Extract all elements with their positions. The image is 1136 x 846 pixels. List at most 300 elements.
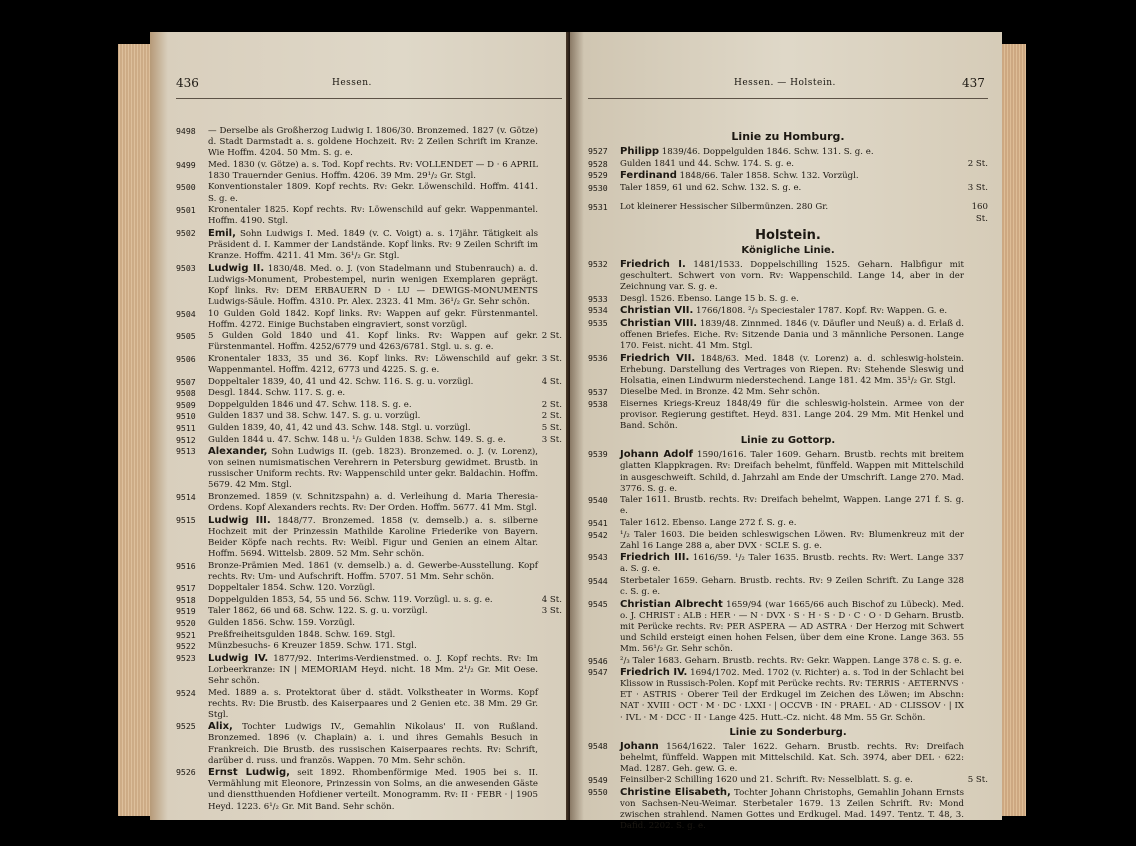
lot-description — [620, 170, 964, 182]
lot-description — [208, 606, 538, 617]
lot-text: 1848/77. Bronzemed. 1858 (v. demselb.) a. s. silberne Hochzeit mit der Prinzessin Mathilde Karoline Friederike von Bayern. Beider Köpfe nach rechts. Rv: Weibl. Figur und Genien an einem Altar. Hoffm. 5694. Wittelsb. 2809. 52 Mm. Sehr schön. — [208, 515, 539, 559]
lot-entry — [588, 259, 988, 293]
lot-text: Sohn Ludwigs II. (geb. 1823). Bronzemed. o. J. (v. Lorenz), von seinen numismatischen Verehrern in Petersburg gewidmet. Brustb. in russischer Uniform rechts. Rv: Wappenschild unter gekr. Baldachin. Hoffm. 5679. 42 Mm. Stgl. — [208, 447, 538, 491]
lot-text: Bronze-Prämien Med. 1861 (v. demselb.) a. d. Gewerbe-Ausstellung. Kopf rechts. Rv: Um- und Aufschrift. Hoffm. 5707. 51 Mm. Sehr schön. — [208, 560, 538, 582]
lot-pieces — [964, 656, 988, 667]
lot-entry — [176, 583, 562, 594]
sonderburg-list — [588, 741, 988, 833]
lot-entry — [176, 595, 562, 606]
lot-text: Tochter Johann Christophs, Gemahlin Johann Ernsts von Sachsen-Neu-Weimar. Sterbetaler 1679. 13 Zeilen Schrift. Rv: Mond zwischen strahlend. Namen Gottes und Erdkugel. Mad. 1497. Tentz. T. 48, 3. Dafid. 2202. S. g. e. — [620, 788, 965, 832]
lot-entry — [176, 721, 562, 766]
ruler-name: Ludwig II. — [208, 262, 265, 274]
lot-description — [620, 259, 964, 293]
ruler-name: Alexander, — [208, 446, 268, 458]
lot-pieces: 3 St. — [967, 182, 988, 193]
lot-number: 9538 — [588, 398, 608, 409]
lot-number: 9547 — [588, 667, 608, 678]
lot-text: Doppeltaler 1854. Schw. 120. Vorzügl. — [208, 583, 376, 594]
lot-text: Gulden 1856. Schw. 159. Vorzügl. — [208, 618, 355, 629]
lot-text: Gulden 1837 und 38. Schw. 147. S. g. u. vorzügl. — [208, 411, 421, 422]
lot-text: 1694/1702. Med. 1702 (v. Richter) a. s. Tod in der Schlacht bei Klissow in Russisch-Polen. Kopf mit Perücke rechts. Rv: TERRIS · AETERNVS · ET · ASTRIS · Oberer Teil der Erdkugel im Zeichen des Löwen; im Abschn: NAT · XVIII · OCT · M · DC · LXXI · | OCCVB · IN · PRAEL · AD · CLISSOV · | IX · IVL · M · DCC · II · Lange 425. Hutt.-Cz. nicht. 48 Mm. 55 Gr. Schön. — [620, 668, 964, 723]
lot-text: — Derselbe als Großherzog Ludwig I. 1806/30. Bronzemed. 1827 (v. Götze) d. Stadt Darmstadt a. s. goldene Hochzeit. Rv: 2 Zeilen Schrift im Kranze. Wie Hoffm. 4204. 50 Mm. S. g. e. — [208, 126, 538, 159]
lot-text: Med. 1830 (v. Götze) a. s. Tod. Kopf rechts. Rv: VOLLENDET — D · 6 APRIL 1830 Trauernder Genius. Hoffm. 4206. 39 Mm. 29¹/₂ Gr. Stgl. — [208, 159, 538, 181]
right-column — [588, 126, 988, 833]
lot-number: 9530 — [588, 182, 608, 193]
lot-number: 9540 — [588, 495, 608, 506]
page-number-right: 437 — [962, 76, 985, 90]
ruler-name: Friedrich VII. — [620, 352, 696, 364]
lot-number: 9513 — [176, 446, 196, 457]
lot-pieces — [538, 515, 562, 560]
lot-description — [208, 561, 538, 583]
lot-description — [620, 146, 964, 158]
lot-entry — [588, 495, 988, 517]
lot-pieces — [964, 518, 988, 529]
lot-text: Konventionstaler 1809. Kopf rechts. Rv: Gekr. Löwenschild. Hoffm. 4141. S. g. e. — [208, 182, 538, 204]
lot-text: Lot kleinerer Hessischer Silbermünzen. 280 Gr. — [620, 202, 829, 213]
lot-text: Eisernes Kriegs-Kreuz 1848/49 für die schleswig-holstein. Armee von der provisor. Regierung gestiftet. Heyd. 831. Lange 204. 29 Mm. Mit Henkel und Band. Schön. — [620, 398, 964, 432]
lot-pieces: 5 St. — [967, 775, 988, 786]
lot-number: 9524 — [176, 687, 196, 698]
lot-text: Doppeltaler 1839, 40, 41 und 42. Schw. 116. S. g. u. vorzügl. — [208, 376, 474, 387]
lot-description — [620, 449, 964, 494]
lot-text: ¹/₂ Taler 1603. Die beiden schleswigschen Löwen. Rv: Blumenkreuz mit der Zahl 16 Lange 288 a, aber DVX · SCLE S. g. e. — [620, 529, 964, 551]
lot-text: 1848/66. Taler 1858. Schw. 132. Vorzügl. — [679, 171, 859, 182]
lot-pieces: 2 St. — [967, 158, 988, 169]
lot-pieces — [964, 399, 988, 432]
lot-text: 1839/46. Doppelgulden 1846. Schw. 131. S. g. e. — [661, 147, 874, 158]
lot-description — [620, 667, 964, 723]
gottorp-list — [588, 449, 988, 723]
lot-entry — [588, 576, 988, 598]
lot-description — [620, 202, 964, 224]
ruler-name: Ernst Ludwig, — [208, 767, 290, 779]
lot-pieces — [964, 387, 988, 398]
left-page — [150, 32, 570, 820]
lot-entry — [588, 318, 988, 352]
lot-description — [208, 688, 538, 721]
lot-number: 9510 — [176, 411, 196, 422]
lot-entry — [588, 170, 988, 182]
lot-number: 9537 — [588, 387, 608, 398]
lot-pieces — [964, 552, 988, 575]
lot-description — [208, 205, 538, 227]
lot-pieces — [964, 294, 988, 305]
lot-text: Desgl. 1844. Schw. 117. S. g. e. — [208, 388, 346, 399]
ruler-name: Alix, — [208, 721, 233, 733]
lot-entry — [176, 618, 562, 629]
lot-number: 9522 — [176, 641, 196, 652]
lot-description — [620, 318, 964, 352]
lot-text: 1877/92. Interims-Verdienstmed. o. J. Kopf rechts. Rv: Im Lorbeerkranze: IN | MEMORIAM Heyd. nicht. 18 Mm. 2¹/₂ Gr. Mit Oese. Sehr schön. — [208, 653, 538, 686]
lot-text: Taler 1862, 66 und 68. Schw. 122. S. g. u. vorzügl. — [208, 606, 428, 617]
ruler-name: Philipp — [620, 146, 660, 158]
lot-entry — [176, 492, 562, 514]
lot-pieces — [538, 767, 562, 812]
lot-description — [620, 159, 964, 170]
ruler-name: Emil, — [208, 227, 236, 239]
lot-description — [208, 400, 538, 411]
lot-text: Dieselbe Med. in Bronze. 42 Mm. Sehr schön. — [620, 387, 820, 398]
lot-pieces — [964, 741, 988, 775]
lot-pieces — [964, 495, 988, 517]
ruler-name: Christine Elisabeth, — [620, 787, 731, 799]
lot-number: 9514 — [176, 492, 196, 502]
lot-entry — [176, 561, 562, 583]
lot-description — [208, 492, 538, 514]
lot-text: 1564/1622. Taler 1622. Geharn. Brustb. rechts. Rv: Dreifach behelmt, fünffeld. Wappen mit Mittelschild. Kat. Sch. 3974, aber DEL · 622: Mad. 1287. Geh. gew. G. e. — [620, 741, 964, 774]
lot-entry — [176, 354, 562, 376]
lot-description — [620, 787, 964, 832]
lot-description — [208, 653, 538, 687]
right-page-edges — [1000, 44, 1026, 816]
lot-number: 9516 — [176, 560, 196, 571]
lot-pieces — [538, 618, 562, 629]
lot-text: Feinsilber-2 Schilling 1620 und 21. Schrift. Rv: Nesselblatt. S. g. e. — [620, 775, 913, 786]
header-rule-right — [588, 98, 988, 99]
lot-description — [208, 411, 538, 422]
lot-text: Gulden 1839, 40, 41, 42 und 43. Schw. 148. Stgl. u. vorzügl. — [208, 422, 471, 433]
lot-text: Sohn Ludwigs I. Med. 1849 (v. C. Voigt) a. s. 17jähr. Tätigkeit als Präsident d. I. Kammer der Landstände. Kopf links. Rv: 9 Zeilen Schrift im Kranze. Hoffm. 4211. 41 Mm. 36¹/₂ Gr. Stgl. — [208, 228, 539, 262]
lot-text: Preßfreiheitsgulden 1848. Schw. 169. Stgl. — [208, 629, 396, 640]
lot-pieces — [538, 721, 562, 766]
ruler-name: Johann — [620, 740, 659, 752]
lot-pieces — [538, 182, 562, 204]
lot-pieces — [538, 388, 562, 399]
lot-pieces: 4 St. — [541, 376, 562, 387]
lot-text: 5 Gulden Gold 1840 und 41. Kopf links. Rv: Wappen auf gekr. Fürstenmantel. Hoffm. 4252/6779 und 4263/6781. Stgl. u. s. g. e. — [208, 331, 538, 353]
lot-entry — [176, 411, 562, 422]
lot-text: 10 Gulden Gold 1842. Kopf links. Rv: Wappen auf gekr. Fürstenmantel. Hoffm. 4272. Einige Buchstaben eingraviert, sonst vorzügl. — [208, 308, 538, 330]
ruler-name: Ludwig IV. — [208, 652, 269, 664]
lot-description — [208, 721, 538, 766]
lot-pieces — [964, 449, 988, 494]
lot-pieces — [538, 228, 562, 262]
lot-number: 9534 — [588, 305, 608, 316]
lot-number: 9507 — [176, 376, 196, 387]
lot-pieces — [964, 146, 988, 158]
lot-entry — [176, 160, 562, 182]
lot-description — [208, 583, 538, 594]
lot-entry — [588, 552, 988, 575]
lot-number: 9505 — [176, 331, 196, 342]
lot-entry — [176, 126, 562, 159]
lot-entry — [176, 435, 562, 446]
lot-text: Kronentaler 1825. Kopf rechts. Rv: Löwenschild auf gekr. Wappenmantel. Hoffm. 4190. Stgl. — [208, 205, 538, 227]
lot-number: 9543 — [588, 552, 608, 563]
lot-description — [208, 126, 538, 159]
lot-entry — [176, 388, 562, 399]
lot-number: 9518 — [176, 594, 196, 605]
lot-text: 1481/1533. Doppelschilling 1525. Geharn. Halbfigur mit geschultert. Schwert von vorn. Rv: Wappenschild. Lange 14, aber in der Zeichnung var. S. g. e. — [620, 259, 964, 293]
lot-description — [208, 331, 538, 353]
ruler-name: Ludwig III. — [208, 514, 271, 526]
lot-number: 9548 — [588, 740, 608, 751]
lot-pieces: 160 St. — [971, 202, 988, 224]
lot-description — [620, 183, 964, 194]
lot-pieces — [964, 353, 988, 387]
lot-entry — [588, 741, 988, 775]
lot-entry — [588, 294, 988, 305]
lot-description — [620, 387, 964, 398]
lot-entry — [588, 146, 988, 158]
lot-description — [208, 388, 538, 399]
lot-description — [620, 741, 964, 775]
lot-number: 9506 — [176, 353, 196, 364]
lot-pieces — [538, 630, 562, 641]
lot-entry — [176, 400, 562, 411]
lot-description — [208, 263, 538, 308]
lot-pieces — [538, 205, 562, 227]
lot-number: 9521 — [176, 629, 196, 640]
lot-number: 9528 — [588, 158, 608, 169]
lot-description — [208, 446, 538, 491]
lot-text: Sterbetaler 1659. Geharn. Brustb. rechts. Rv: 9 Zeilen Schrift. Zu Lange 328 c. S. g. e. — [620, 575, 964, 597]
lot-number: 9527 — [588, 146, 608, 157]
lot-description — [208, 160, 538, 182]
lot-entry — [588, 183, 988, 194]
lot-number: 9519 — [176, 606, 196, 617]
lot-number: 9545 — [588, 598, 608, 609]
subsection-heading-gottorp: Linie zu Gottorp. — [740, 435, 836, 447]
lot-entry — [176, 606, 562, 617]
lot-number: 9500 — [176, 182, 196, 193]
lot-number: 9535 — [588, 317, 608, 328]
lot-entry — [588, 667, 988, 723]
lot-number: 9532 — [588, 258, 608, 269]
lot-number: 9526 — [176, 767, 196, 778]
ruler-name: Ferdinand — [620, 170, 677, 182]
lot-text: 1616/59. ¹/₂ Taler 1635. Brustb. rechts. Rv: Wert. Lange 337 a. S. g. e. — [620, 553, 964, 575]
lot-entry — [176, 630, 562, 641]
lot-number: 9531 — [588, 202, 608, 213]
lot-number: 9546 — [588, 655, 608, 666]
lot-pieces — [964, 787, 988, 832]
lot-description — [208, 515, 538, 560]
lot-pieces — [538, 126, 562, 159]
page-number-left: 436 — [176, 76, 199, 90]
lot-description — [208, 641, 538, 652]
lot-entry — [588, 353, 988, 387]
lot-entry — [588, 530, 988, 552]
lot-pieces — [538, 309, 562, 331]
lot-pieces: 5 St. — [541, 422, 562, 433]
lot-pieces: 4 St. — [541, 594, 562, 605]
lot-entry — [176, 182, 562, 204]
ruler-name: Friedrich I. — [620, 258, 686, 270]
lot-text: Bronzemed. 1859 (v. Schnitzspahn) a. d. Verleihung d. Maria Theresia-Ordens. Kopf Alexanders rechts. Rv: Der Orden. Hoffm. 5677. 41 Mm. Stgl. — [208, 492, 538, 514]
lot-description — [208, 435, 538, 446]
lot-number: 9520 — [176, 618, 196, 629]
lot-number: 9511 — [176, 422, 196, 433]
lot-pieces — [964, 305, 988, 317]
lot-number: 9509 — [176, 399, 196, 410]
lot-pieces — [538, 561, 562, 583]
lot-number: 9498 — [176, 126, 196, 136]
lot-entry — [588, 202, 988, 224]
lot-number: 9541 — [588, 517, 608, 528]
lot-entry — [176, 653, 562, 687]
lot-entry — [588, 787, 988, 832]
lot-pieces — [538, 641, 562, 652]
lot-number: 9549 — [588, 775, 608, 786]
subsection-heading-sonderburg: Linie zu Sonderburg. — [729, 726, 847, 738]
lot-number: 9525 — [176, 721, 196, 732]
lot-entry — [176, 767, 562, 812]
lot-description — [620, 495, 964, 517]
lot-pieces — [538, 160, 562, 182]
left-column — [176, 126, 562, 813]
lot-pieces — [964, 530, 988, 552]
lot-description — [208, 423, 538, 434]
lot-text: Münzbesuchs- 6 Kreuzer 1859. Schw. 171. Stgl. — [208, 641, 417, 652]
lot-entry — [588, 387, 988, 398]
lot-text: Tochter Ludwigs IV., Gemahlin Nikolaus' II. von Rußland. Bronzemed. 1896 (v. Chaplain) a. i. und ihres Gemahls Besuch in Frankreich. Die Brustb. des russischen Kaiserpaares rechts. Rv: Schrift, darüber d. russ. und französ. Wappen. 70 Mm. Sehr schön. — [208, 722, 539, 766]
lot-pieces — [538, 583, 562, 594]
right-page — [570, 32, 1002, 832]
lot-number: 9536 — [588, 352, 608, 363]
lot-pieces — [964, 170, 988, 182]
lot-number: 9517 — [176, 583, 196, 594]
section-heading-holstein: Holstein. — [755, 227, 821, 243]
lot-entry — [176, 228, 562, 262]
running-head-right: Hessen. — Holstein. — [734, 78, 836, 88]
lot-number: 9501 — [176, 205, 196, 216]
lot-text: Kronentaler 1833, 35 und 36. Kopf links. Rv: Löwenschild auf gekr. Wappenmantel. Hoffm. 4212, 6773 und 4225. S. g. e. — [208, 353, 538, 375]
lot-pieces — [538, 653, 562, 687]
lot-description — [208, 377, 538, 388]
lot-pieces: 2 St. — [541, 399, 562, 410]
lot-entry — [176, 205, 562, 227]
lot-number: 9499 — [176, 159, 196, 170]
lot-pieces — [538, 492, 562, 514]
lot-description — [620, 353, 964, 387]
lot-number: 9504 — [176, 308, 196, 319]
lot-text: 1766/1808. ²/₃ Speciestaler 1787. Kopf. Rv: Wappen. G. e. — [696, 306, 948, 317]
lot-pieces — [538, 263, 562, 308]
lot-entry — [176, 515, 562, 560]
lot-entry — [176, 446, 562, 491]
lot-text: ²/₃ Taler 1683. Geharn. Brustb. rechts. Rv: Gekr. Wappen. Lange 378 c. S. g. e. — [620, 655, 963, 666]
lot-description — [208, 354, 538, 376]
lot-number: 9508 — [176, 388, 196, 399]
lot-entry — [588, 518, 988, 529]
lot-description — [620, 599, 964, 655]
lot-number: 9512 — [176, 434, 196, 445]
lot-text: Doppelgulden 1853, 54, 55 und 56. Schw. 119. Vorzügl. u. s. g. e. — [208, 594, 493, 605]
running-head-left: Hessen. — [332, 78, 372, 88]
lot-description — [620, 530, 964, 552]
lot-pieces: 3 St. — [541, 434, 562, 445]
lot-number: 9515 — [176, 514, 196, 525]
lot-number: 9523 — [176, 652, 196, 663]
lot-text: Gulden 1841 und 44. Schw. 174. S. g. e. — [620, 158, 795, 169]
lot-entry — [176, 377, 562, 388]
lot-entry — [176, 641, 562, 652]
lot-pieces — [538, 446, 562, 491]
lot-number: 9544 — [588, 575, 608, 586]
lot-number: 9550 — [588, 787, 608, 798]
left-page-edges — [118, 44, 152, 816]
lot-description — [208, 228, 538, 262]
lot-pieces — [964, 667, 988, 723]
lot-description — [620, 656, 964, 667]
lot-entry — [588, 449, 988, 494]
lot-text: 1590/1616. Taler 1609. Geharn. Brustb. rechts mit breitem glatten Klappkragen. Rv: Dreifach behelmt, fünffeld. Wappen mit Mittelschild in ausgeschweift. Schild, d. Jahrzahl am Ende der Umschrift. Lange 270. Mad. 3776. S. g. e. — [620, 450, 964, 494]
lot-pieces — [538, 688, 562, 721]
lot-description — [620, 305, 964, 317]
lot-description — [208, 618, 538, 629]
lot-text: Taler 1612. Ebenso. Lange 272 f. S. g. e. — [620, 517, 797, 528]
lot-entry — [588, 656, 988, 667]
lot-text: Med. 1889 a. s. Protektorat über d. städt. Volkstheater in Worms. Kopf rechts. Rv: Die Brustb. des Kaiserpaares und 2 Genien etc. 38 Mm. 29 Gr. Stgl. — [208, 687, 538, 720]
subsection-heading-koenigliche: Königliche Linie. — [741, 244, 835, 256]
lot-text: 1659/94 (war 1665/66 auch Bischof zu Lübeck). Med. o. J. CHRIST : ALB : HER · — N · DVX · S · H · S · D · C · O · D Geharn. Brustb. mit Perücke rechts. Rv: PER ASPERA — AD ASTRA · Der Herzog mit Schwert und Schild ersteigt einen hohen Felsen, über dem eine Krone. Lange 363. 55 Mm. 56¹/₂ Gr. Sehr schön. — [620, 599, 964, 654]
lot-text: Taler 1859, 61 und 62. Schw. 132. S. g. e. — [620, 182, 802, 193]
lot-entry — [588, 305, 988, 317]
lot-pieces — [964, 259, 988, 293]
lot-description — [620, 294, 964, 305]
ruler-name: Christian VIII. — [620, 317, 698, 329]
homburg-list — [588, 146, 988, 194]
ruler-name: Friedrich III. — [620, 552, 690, 564]
lot-text: Gulden 1844 u. 47. Schw. 148 u. ¹/₂ Gulden 1838. Schw. 149. S. g. e. — [208, 434, 506, 445]
lot-entry — [176, 263, 562, 308]
lot-text: seit 1892. Rhombenförmige Med. 1905 bei s. II. Vermählung mit Eleonore, Prinzessin von Solms, an die anwesenden Gäste und dienstthuenden Hofdiener verteilt. Monogramm. Rv: II · FEBR · | 1905 Heyd. 1223. 6¹/₂ Gr. Mit Band. Sehr schön. — [208, 768, 538, 812]
lot-entry — [176, 688, 562, 721]
lot-entry — [588, 159, 988, 170]
section-heading-homburg: Linie zu Homburg. — [731, 130, 845, 143]
lot-description — [208, 182, 538, 204]
lot-entry — [176, 331, 562, 353]
lot-text: Desgl. 1526. Ebenso. Lange 15 b. S. g. e. — [620, 293, 799, 304]
ruler-name: Christian Albrecht — [620, 598, 723, 610]
lot-pieces — [964, 318, 988, 352]
lot-text: 1830/48. Med. o. J. (von Stadelmann und Stubenrauch) a. d. Ludwigs-Monument, Probestempel, nurin wenigen Exemplaren geprägt. Kopf links. Rv: DEM ERBAUERN D · LU — DEWIGS-MONUMENTS Ludwigs-Säule. Hoffm. 4310. Pr. Alex. 2323. 41 Mm. 36¹/₂ Gr. Sehr schön. — [208, 263, 538, 307]
lot-number: 9542 — [588, 529, 608, 540]
lot-pieces — [964, 599, 988, 655]
lot-pieces: 2 St. — [541, 331, 562, 342]
ruler-name: Friedrich IV. — [620, 667, 688, 679]
lot-number: 9503 — [176, 262, 196, 273]
lot-number: 9502 — [176, 227, 196, 238]
lot-description — [620, 576, 964, 598]
ruler-name: Christian VII. — [620, 305, 694, 317]
header-rule-left — [176, 98, 562, 99]
lot-pieces: 3 St. — [541, 606, 562, 617]
lot-entry — [176, 423, 562, 434]
lot-entry — [588, 399, 988, 432]
lot-entry — [588, 599, 988, 655]
lot-description — [620, 552, 964, 575]
lot-description — [620, 399, 964, 432]
lot-number: 9539 — [588, 449, 608, 460]
lot-text: Doppelgulden 1846 und 47. Schw. 118. S. g. e. — [208, 399, 412, 410]
lot-pieces: 2 St. — [541, 411, 562, 422]
lot-description — [208, 630, 538, 641]
lot-number: 9533 — [588, 293, 608, 304]
koenigliche-list — [588, 259, 988, 432]
ruler-name: Johann Adolf — [620, 449, 693, 461]
lot-description — [620, 775, 964, 786]
lot-list — [588, 202, 988, 224]
lot-number: 9529 — [588, 170, 608, 181]
lot-pieces: 3 St. — [541, 353, 562, 364]
lot-description — [208, 595, 538, 606]
lot-entry — [588, 775, 988, 786]
lot-text: Taler 1611. Brustb. rechts. Rv: Dreifach behelmt, Wappen. Lange 271 f. S. g. e. — [620, 495, 964, 517]
lot-description — [208, 309, 538, 331]
